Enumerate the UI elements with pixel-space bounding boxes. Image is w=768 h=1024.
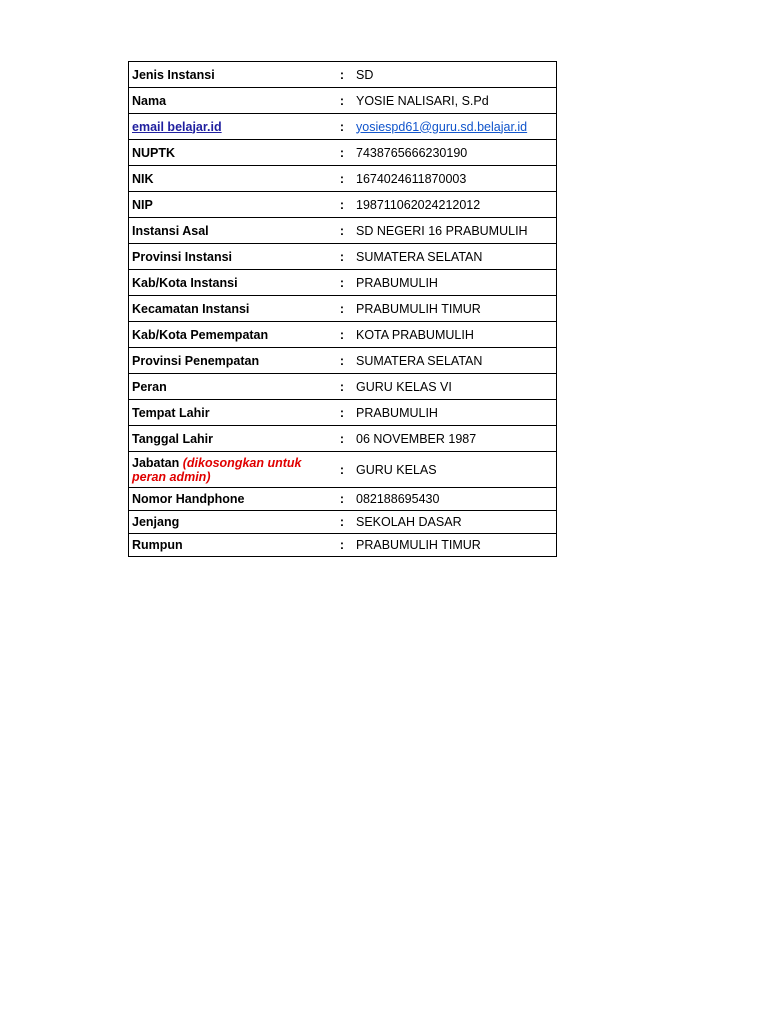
- row-label: Jabatan: [132, 455, 180, 470]
- row-value: SUMATERA SELATAN: [347, 244, 557, 270]
- table-row: [129, 426, 557, 452]
- table-row: [129, 244, 557, 270]
- row-colon: :: [337, 62, 347, 88]
- table-row: [129, 114, 557, 140]
- table-row: [129, 488, 557, 511]
- table-row: [129, 296, 557, 322]
- row-label: NIP: [129, 192, 338, 218]
- row-value: PRABUMULIH: [347, 270, 557, 296]
- row-label: Tanggal Lahir: [129, 426, 338, 452]
- row-colon: :: [337, 88, 347, 114]
- row-colon: :: [337, 322, 347, 348]
- row-colon: :: [337, 511, 347, 534]
- email-value-link[interactable]: yosiespd61@guru.sd.belajar.id: [356, 119, 528, 134]
- row-value: SEKOLAH DASAR: [347, 511, 557, 534]
- row-colon: :: [337, 452, 347, 488]
- row-value: PRABUMULIH TIMUR: [347, 296, 557, 322]
- row-label: Kab/Kota Pemempatan: [129, 322, 338, 348]
- row-label: Tempat Lahir: [129, 400, 338, 426]
- row-colon: :: [337, 534, 347, 557]
- row-colon: :: [337, 244, 347, 270]
- table-row: [129, 270, 557, 296]
- row-label: Instansi Asal: [129, 218, 338, 244]
- row-label: Kecamatan Instansi: [129, 296, 338, 322]
- row-label: Provinsi Instansi: [129, 244, 338, 270]
- row-label: NUPTK: [129, 140, 338, 166]
- row-label: Rumpun: [129, 534, 338, 557]
- row-colon: :: [337, 114, 347, 140]
- table-row: [129, 88, 557, 114]
- row-colon: :: [337, 140, 347, 166]
- row-colon: :: [337, 400, 347, 426]
- table-row: [129, 348, 557, 374]
- row-value: 198711062024212012: [347, 192, 557, 218]
- row-colon: :: [337, 270, 347, 296]
- row-value-cell: [347, 114, 557, 140]
- row-label: Peran: [129, 374, 338, 400]
- row-label: Kab/Kota Instansi: [129, 270, 338, 296]
- row-value: 7438765666230190: [347, 140, 557, 166]
- row-label-cell: [129, 114, 338, 140]
- row-value: GURU KELAS: [347, 452, 557, 488]
- row-value: PRABUMULIH TIMUR: [347, 534, 557, 557]
- row-label-cell: [129, 452, 338, 488]
- row-value: PRABUMULIH: [347, 400, 557, 426]
- row-label: NIK: [129, 166, 338, 192]
- row-value: 06 NOVEMBER 1987: [347, 426, 557, 452]
- table-row: [129, 192, 557, 218]
- row-value: GURU KELAS VI: [347, 374, 557, 400]
- row-value: 082188695430: [347, 488, 557, 511]
- row-value: SD: [347, 62, 557, 88]
- admin-note: (dikosongkan untuk peran admin): [132, 455, 302, 484]
- row-colon: :: [337, 348, 347, 374]
- table-row: [129, 218, 557, 244]
- row-label: Nama: [129, 88, 338, 114]
- table-row: [129, 166, 557, 192]
- table-row: [129, 511, 557, 534]
- row-colon: :: [337, 488, 347, 511]
- row-colon: :: [337, 192, 347, 218]
- table-row: [129, 140, 557, 166]
- table-row: [129, 400, 557, 426]
- profile-table: [128, 61, 557, 557]
- row-value: YOSIE NALISARI, S.Pd: [347, 88, 557, 114]
- email-label-link[interactable]: email belajar.id: [132, 119, 222, 134]
- row-colon: :: [337, 374, 347, 400]
- row-colon: :: [337, 426, 347, 452]
- row-label: Jenis Instansi: [129, 62, 338, 88]
- row-colon: :: [337, 296, 347, 322]
- row-colon: :: [337, 166, 347, 192]
- row-value: SD NEGERI 16 PRABUMULIH: [347, 218, 557, 244]
- table-row: [129, 374, 557, 400]
- row-value: SUMATERA SELATAN: [347, 348, 557, 374]
- table-row: [129, 322, 557, 348]
- row-label: Jenjang: [129, 511, 338, 534]
- table-row: [129, 452, 557, 488]
- table-row: [129, 62, 557, 88]
- row-label: Provinsi Penempatan: [129, 348, 338, 374]
- row-colon: :: [337, 218, 347, 244]
- row-value: KOTA PRABUMULIH: [347, 322, 557, 348]
- row-value: 1674024611870003: [347, 166, 557, 192]
- row-label: Nomor Handphone: [129, 488, 338, 511]
- table-row: [129, 534, 557, 557]
